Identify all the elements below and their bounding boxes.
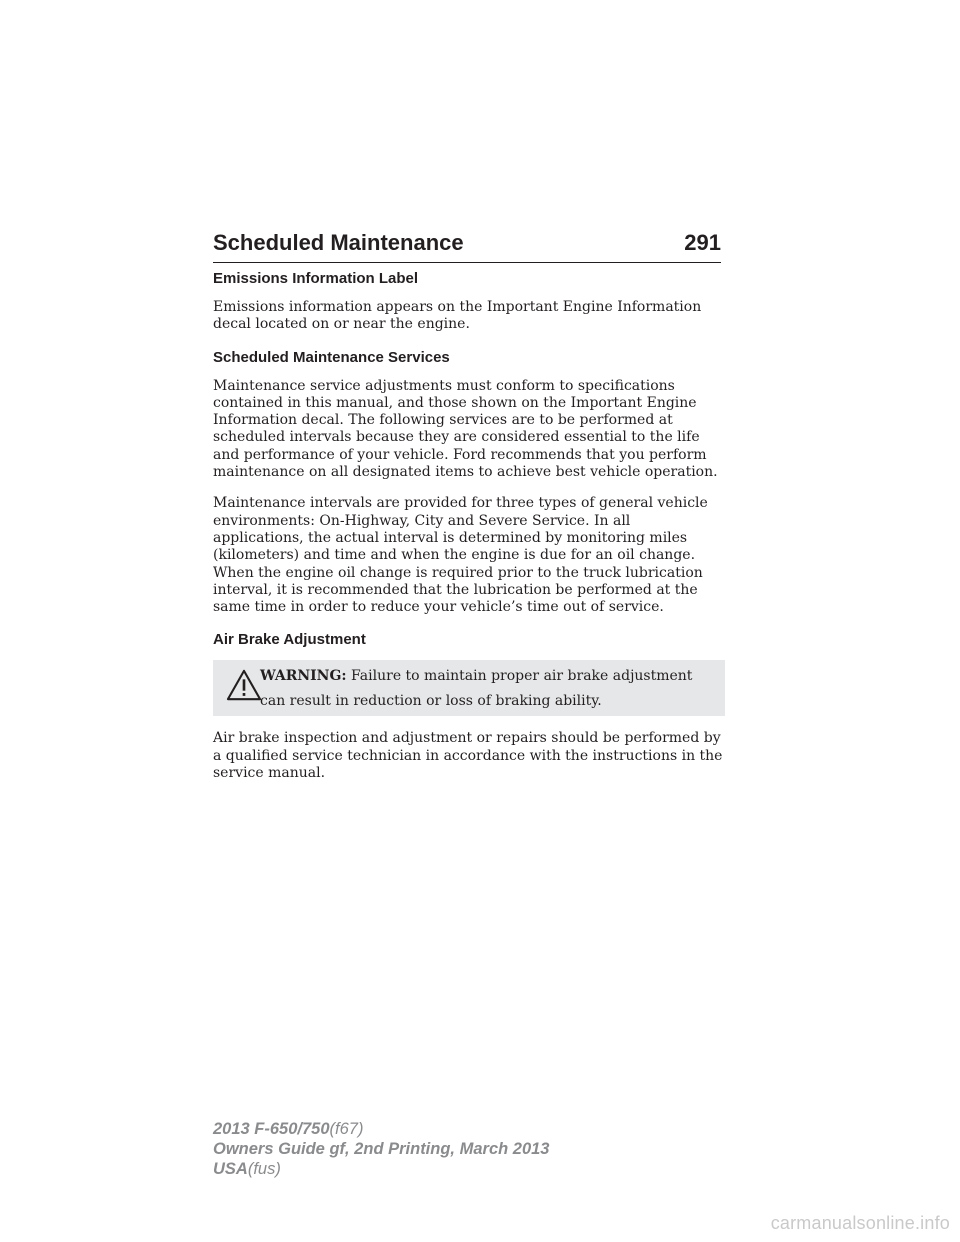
footer-model: 2013 F-650/750: [213, 1120, 330, 1138]
services-paragraph-1: Maintenance service adjustments must conform to specifications contained in this manual, and those shown on the Important Engine Information decal. The following services are to be performed at scheduled intervals because they are considered essential to the life and performance of your vehicle. Ford recommends that you perform maintenance on all designated items to achieve best vehicle operation.: [213, 377, 718, 481]
section-title: Scheduled Maintenance: [213, 230, 464, 255]
page-number: 291: [684, 230, 721, 255]
emissions-heading: Emissions Information Label: [213, 270, 419, 287]
footer-region-code: (fus): [247, 1160, 281, 1178]
page-footer: [213, 1119, 733, 1179]
warning-message: Failure to maintain proper air brake adjustment can result in reduction or loss of braking ability.: [260, 668, 693, 710]
footer-model-code: (f67): [329, 1120, 364, 1138]
page-content: [213, 269, 725, 796]
warning-box: [213, 660, 725, 716]
warning-triangle-icon: [225, 668, 263, 702]
services-paragraph-2: Maintenance intervals are provided for three types of general vehicle environments: On-Highway, City and Severe Service. In all applications, the actual interval is determined by monitoring miles (kilometers) and time and when the engine is due for an oil change. When the engine oil change is required prior to the truck lubrication interval, it is recommended that the lubrication be performed at the same time in order to reduce your vehicle’s time out of service.: [213, 495, 708, 616]
footer-line-1: [213, 1119, 733, 1139]
services-heading: Scheduled Maintenance Services: [213, 348, 450, 366]
footer-line-3: [213, 1159, 733, 1179]
air-brake-paragraph: Air brake inspection and adjustment or repairs should be performed by a qualified service technician in accordance with the instructions in the service manual.: [213, 730, 723, 782]
warning-label: WARNING:: [260, 668, 347, 685]
watermark: carmanualsonline.info: [770, 1213, 950, 1233]
warning-text: [260, 664, 717, 714]
air-brake-heading: Air Brake Adjustment: [213, 631, 366, 649]
page-header: [213, 229, 721, 263]
emissions-paragraph: Emissions information appears on the Important Engine Information decal located on or near the engine.: [213, 299, 702, 333]
footer-line-2: Owners Guide gf, 2nd Printing, March 2013: [213, 1140, 550, 1158]
footer-region: USA: [213, 1160, 248, 1178]
